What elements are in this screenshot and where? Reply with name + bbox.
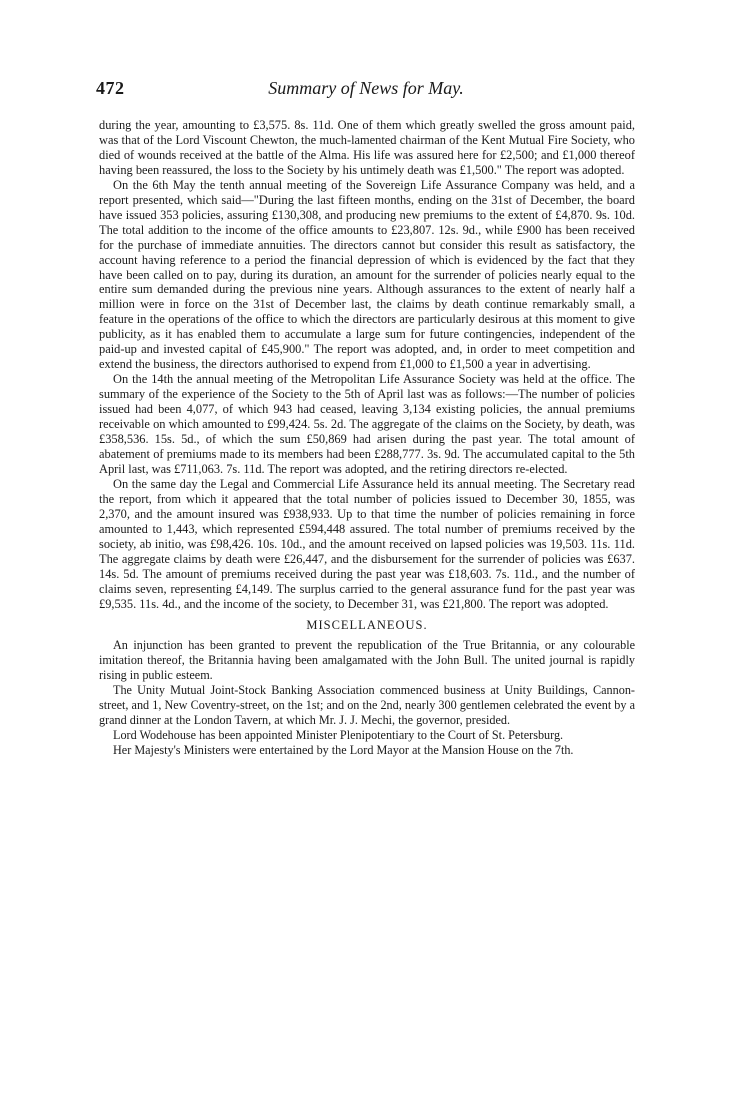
paragraph: Lord Wodehouse has been appointed Minister Plenipotentiary to the Court of St. Petersburg. <box>113 728 564 743</box>
paragraph: during the year, amounting to £3,575. 8s. 11d. One of them which greatly swelled the gross amount paid, was that of the Lord Viscount Chewton, the much-lamented chairman of the Kent Mutual Fire Society, who died of wounds received at the battle of the Alma. His life was assured here for £2,500; and £1,000 thereof having been reassured, the loss to the Society by his untimely death was £1,500." The report was adopted. <box>99 118 635 177</box>
paragraph: On the 6th May the tenth annual meeting of the Sovereign Life Assurance Company was held, and a report presented, which said—"During the last fifteen months, ending on the 31st of December, the board have issued 353 policies, assuring £130,308, and producing new premiums to the extent of £4,870. 9s. 10d. The total addition to the income of the office amounts to £23,807. 12s. 9d., while £900 has been received for the purchase of immediate annuities. The directors cannot but consider this result as satisfactory, the account having reference to a period the financial depression of which is evidenced by the fact that they have been called on to pay, during its duration, an amount for the surrender of policies nearly equal to the entire sum demanded during the previous nine years. Although assurances to the extent of nearly half a million were in force on the 31st of December last, the claims by death continue remarkably small, a feature in the operations of the office to which the directors are particularly desirous at this moment to give publicity, as it has enabled them to accumulate a large sum for future contingencies, independent of the paid-up and invested capital of £45,900." The report was adopted, and, in order to meet competition and extend the business, the directors authorised to expend from £1,000 to £1,500 a year in advertising. <box>99 177 635 372</box>
section-heading: MISCELLANEOUS. <box>306 618 428 633</box>
paragraph: Her Majesty's Ministers were entertained by the Lord Mayor at the Mansion House on the 7th. <box>113 743 574 758</box>
page-header <box>96 78 636 104</box>
article-body <box>99 118 635 758</box>
paragraph: The Unity Mutual Joint-Stock Banking Association commenced business at Unity Buildings, Cannon-street, and 1, New Coventry-street, on the 1st; and on the 2nd, nearly 300 gentlemen celebrated the event by a grand dinner at the London Tavern, at which Mr. J. J. Mechi, the governor, presided. <box>99 683 635 728</box>
page-number: 472 <box>96 78 125 98</box>
paragraph: An injunction has been granted to prevent the republication of the True Britannia, or any colourable imitation thereof, the Britannia having been amalgamated with the John Bull. The united journal is rapidly rising in public esteem. <box>99 638 635 683</box>
miscellaneous-section <box>99 638 635 758</box>
paragraph: On the same day the Legal and Commercial Life Assurance held its annual meeting. The Secretary read the report, from which it appeared that the total number of policies issued to December 30, 1855, was 2,370, and the amount insured was £938,933. Up to that time the number of policies remaining in force amounted to 1,443, which represented £594,448 assured. The total number of premiums received by the society, ab initio, was £98,426. 10s. 10d., and the amount received on lapsed policies was 19,503. 11s. 11d. The aggregate claims by death were £26,447, and the disbursement for the surrender of policies was £637. 14s. 5d. The amount of premiums received during the past year was £18,603. 7s. 11d., and the number of claims seven, representing £4,149. The surplus carried to the general assurance fund for the past year was £9,535. 11s. 4d., and the income of the society, to December 31, was £21,800. The report was adopted. <box>99 476 635 611</box>
paragraph: On the 14th the annual meeting of the Metropolitan Life Assurance Society was held at the office. The summary of the experience of the Society to the 5th of April last was as follows:—The number of policies issued had been 4,077, of which 943 had ceased, leaving 3,134 existing policies, the annual premiums receivable on which amounted to £99,424. 5s. 2d. The aggregate of the claims on the Society, by death, was £358,536. 15s. 5d., of which the sum £50,869 had arisen during the past year. The total amount of abatement of premiums made to its members had been £288,777. 3s. 9d. The accumulated capital to the 5th April last, was £711,063. 7s. 11d. The report was adopted, and the retiring directors re-elected. <box>99 372 635 476</box>
running-title: Summary of News for May. <box>268 78 464 98</box>
